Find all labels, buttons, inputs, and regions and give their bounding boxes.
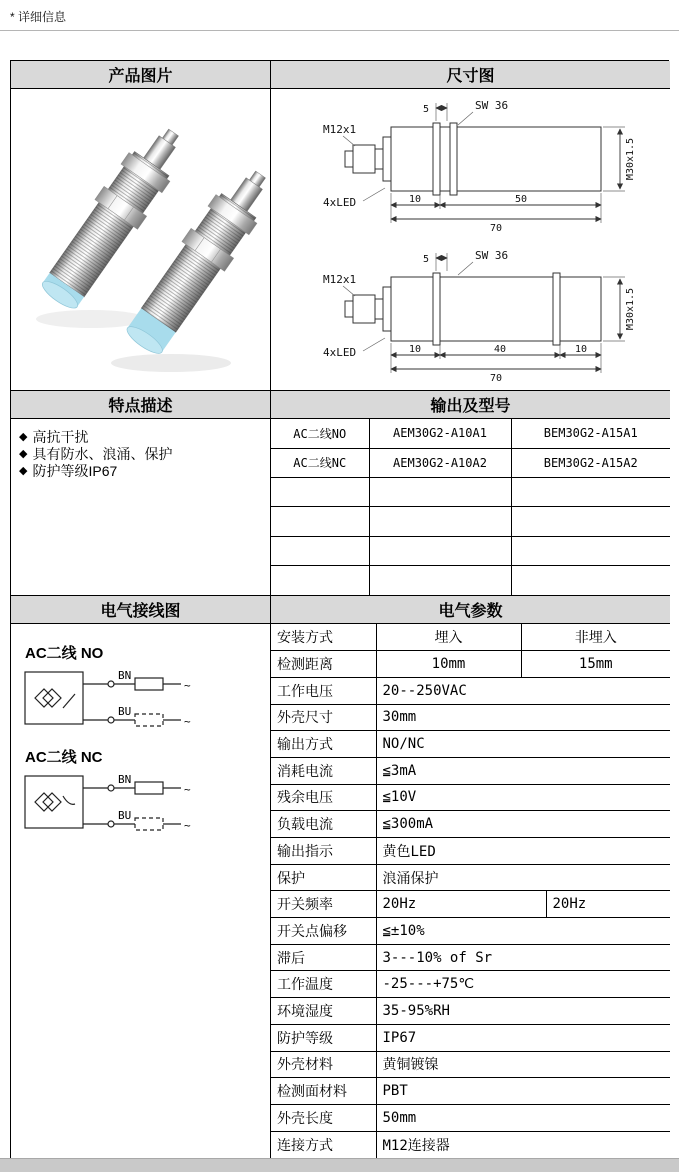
param-value: 黄色LED <box>376 838 670 865</box>
param-value: -25---+75℃ <box>376 971 670 998</box>
wiring-no-title: AC二线 NO <box>25 645 104 662</box>
output-row <box>271 448 670 477</box>
param-value: IP67 <box>376 1024 670 1051</box>
load-icon <box>135 782 163 794</box>
diamond-bullet-icon: ◆ <box>19 465 28 477</box>
output-model <box>369 507 511 536</box>
sensor-photo-illustration <box>11 89 271 391</box>
param-label: 保护 <box>271 864 376 891</box>
param-value: 35-95%RH <box>376 998 670 1025</box>
param-label: 工作电压 <box>271 677 376 704</box>
param-row <box>271 704 670 731</box>
output-row <box>271 419 670 448</box>
dim-led-label: 4xLED <box>323 346 357 359</box>
output-type <box>271 507 369 536</box>
dim-5-label: 5 <box>422 254 429 265</box>
product-photo <box>11 89 271 391</box>
param-row <box>271 971 670 998</box>
no-contact-icon <box>63 694 75 708</box>
output-model-table <box>271 419 670 596</box>
feature-item <box>19 429 262 446</box>
param-row <box>271 1051 670 1078</box>
wiring-nc-circuit <box>25 749 191 832</box>
bu-wire-label: BU <box>118 705 132 718</box>
dim-led-label: 4xLED <box>323 196 357 209</box>
terminal-icon <box>108 681 114 687</box>
param-label: 消耗电流 <box>271 757 376 784</box>
param-label: 开关频率 <box>271 891 376 918</box>
params-table <box>271 624 670 1158</box>
output-model: AEM30G2-A10A2 <box>369 448 511 477</box>
feature-item <box>19 463 262 480</box>
param-label: 连接方式 <box>271 1131 376 1158</box>
param-row <box>271 1024 670 1051</box>
header-electrical-params: 电气参数 <box>271 596 670 624</box>
output-model: BEM30G2-A15A2 <box>511 448 670 477</box>
dimension-bottom <box>323 249 636 384</box>
param-row <box>271 838 670 865</box>
dim-m12-label: M12x1 <box>323 273 357 286</box>
param-value: 20--250VAC <box>376 677 670 704</box>
param-row <box>271 1104 670 1131</box>
dimension-drawing-illustration <box>271 89 670 391</box>
param-label: 安装方式 <box>271 624 376 651</box>
diamond-bullet-icon: ◆ <box>19 431 28 443</box>
dimension-top <box>323 99 636 234</box>
bu-wire-label: BU <box>118 809 132 822</box>
param-value: 3---10% of Sr <box>376 944 670 971</box>
dim-m30-label: M30x1.5 <box>625 137 636 181</box>
param-label: 滞后 <box>271 944 376 971</box>
param-label: 检测面材料 <box>271 1078 376 1105</box>
output-model <box>369 566 511 595</box>
param-label: 外壳材料 <box>271 1051 376 1078</box>
param-value: 20Hz <box>376 891 546 918</box>
output-type: AC二线NC <box>271 448 369 477</box>
feature-item <box>19 446 262 463</box>
param-value: 15mm <box>521 651 670 678</box>
param-value: 50mm <box>376 1104 670 1131</box>
ac-symbol: ~ <box>184 715 191 728</box>
dim-70-label: 70 <box>489 223 503 234</box>
dim-40-label: 40 <box>493 344 507 355</box>
dim-70-label: 70 <box>489 373 503 384</box>
features-list <box>11 419 271 596</box>
header-wiring: 电气接线图 <box>11 596 271 624</box>
param-row <box>271 918 670 945</box>
output-type: AC二线NO <box>271 419 369 448</box>
output-model <box>369 478 511 507</box>
output-row <box>271 536 670 565</box>
param-label: 环境湿度 <box>271 998 376 1025</box>
param-value: 埋入 <box>376 624 521 651</box>
footer-bar <box>0 1158 679 1172</box>
param-row <box>271 891 670 918</box>
ac-symbol: ~ <box>184 679 191 692</box>
shadow <box>111 354 231 372</box>
param-row <box>271 731 670 758</box>
param-row <box>271 864 670 891</box>
dim-50-label: 50 <box>514 194 528 205</box>
param-label: 外壳尺寸 <box>271 704 376 731</box>
param-label: 工作温度 <box>271 971 376 998</box>
param-value: ≦3mA <box>376 757 670 784</box>
param-label: 开关点偏移 <box>271 918 376 945</box>
dim-10-label: 10 <box>408 194 422 205</box>
param-label: 输出方式 <box>271 731 376 758</box>
param-label: 输出指示 <box>271 838 376 865</box>
wiring-diagram <box>11 624 271 1158</box>
param-label: 残余电压 <box>271 784 376 811</box>
param-value: ≦10V <box>376 784 670 811</box>
param-value: M12连接器 <box>376 1131 670 1158</box>
param-row <box>271 811 670 838</box>
dim-10-right-label: 10 <box>574 344 588 355</box>
output-model <box>511 507 670 536</box>
dim-sw36-label: SW 36 <box>475 249 509 262</box>
dim-m30-label: M30x1.5 <box>625 287 636 331</box>
output-model <box>511 566 670 595</box>
param-row <box>271 1131 670 1158</box>
dim-5-label: 5 <box>422 104 429 115</box>
output-model: AEM30G2-A10A1 <box>369 419 511 448</box>
load-dashed-icon <box>135 714 163 726</box>
param-label: 负载电流 <box>271 811 376 838</box>
nc-contact-icon <box>63 796 75 804</box>
terminal-icon <box>108 821 114 827</box>
output-model <box>511 536 670 565</box>
param-value: NO/NC <box>376 731 670 758</box>
param-value: 10mm <box>376 651 521 678</box>
sensor-symbol-icon <box>35 689 53 707</box>
bn-wire-label: BN <box>118 773 132 786</box>
diamond-bullet-icon: ◆ <box>19 448 28 460</box>
param-value: PBT <box>376 1078 670 1105</box>
ac-symbol: ~ <box>184 819 191 832</box>
output-type <box>271 566 369 595</box>
dim-m12-label: M12x1 <box>323 123 357 136</box>
header-features: 特点描述 <box>11 391 271 419</box>
feature-text: 具有防水、浪涌、保护 <box>32 446 173 462</box>
param-label: 防护等级 <box>271 1024 376 1051</box>
bn-wire-label: BN <box>118 669 132 682</box>
ac-symbol: ~ <box>184 783 191 796</box>
wiring-no-circuit <box>25 645 191 728</box>
output-row <box>271 566 670 595</box>
feature-text: 防护等级IP67 <box>32 463 118 479</box>
sensor-symbol-icon <box>35 793 53 811</box>
output-type <box>271 536 369 565</box>
param-value: ≦±10% <box>376 918 670 945</box>
dimension-drawing <box>271 89 670 391</box>
param-value: 浪涌保护 <box>376 864 670 891</box>
param-value: 黄铜镀镍 <box>376 1051 670 1078</box>
param-row <box>271 998 670 1025</box>
param-label: 外壳长度 <box>271 1104 376 1131</box>
output-model <box>511 478 670 507</box>
output-row <box>271 507 670 536</box>
main-table <box>10 60 669 1159</box>
header-product-image: 产品图片 <box>11 61 271 89</box>
dim-10-left-label: 10 <box>408 344 422 355</box>
param-row <box>271 757 670 784</box>
param-row <box>271 651 670 678</box>
output-model <box>369 536 511 565</box>
header-dimensions: 尺寸图 <box>271 61 670 89</box>
divider-rule <box>0 30 679 31</box>
output-row <box>271 478 670 507</box>
param-value: ≦300mA <box>376 811 670 838</box>
param-row <box>271 784 670 811</box>
feature-text: 高抗干扰 <box>32 429 89 445</box>
load-dashed-icon <box>135 818 163 830</box>
param-row <box>271 1078 670 1105</box>
param-value: 30mm <box>376 704 670 731</box>
terminal-icon <box>108 717 114 723</box>
param-row <box>271 677 670 704</box>
load-icon <box>135 678 163 690</box>
wiring-nc-title: AC二线 NC <box>25 749 103 766</box>
param-row <box>271 624 670 651</box>
dim-sw36-label: SW 36 <box>475 99 509 112</box>
terminal-icon <box>108 785 114 791</box>
param-value: 20Hz <box>546 891 670 918</box>
param-row <box>271 944 670 971</box>
wiring-diagram-illustration <box>11 624 271 1158</box>
detail-note: * 详细信息 <box>10 10 67 24</box>
header-output-models: 输出及型号 <box>271 391 670 419</box>
param-label: 检测距离 <box>271 651 376 678</box>
output-type <box>271 478 369 507</box>
param-value: 非埋入 <box>521 624 670 651</box>
output-model: BEM30G2-A15A1 <box>511 419 670 448</box>
